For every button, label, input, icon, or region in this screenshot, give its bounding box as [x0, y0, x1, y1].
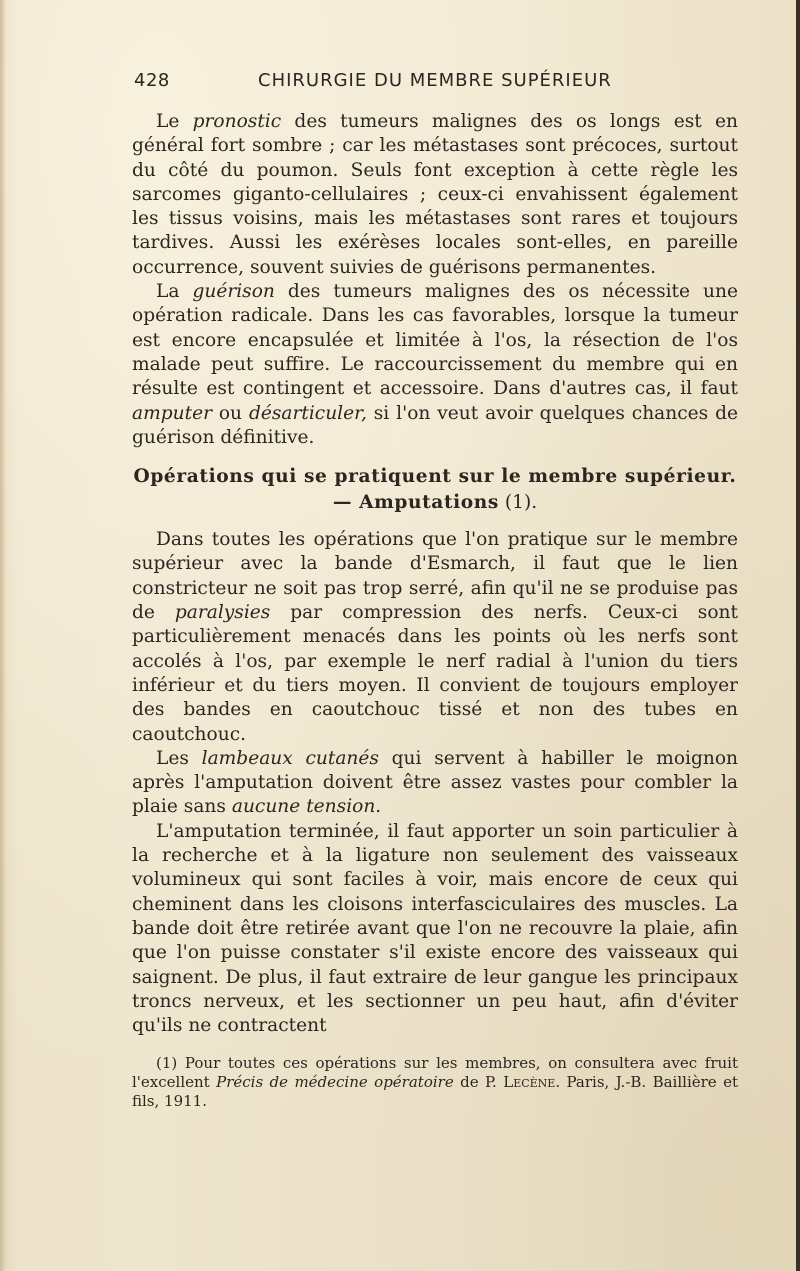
- emphasis-term: guérison: [192, 281, 275, 303]
- paragraph-lambeaux: [132, 747, 738, 820]
- emphasis-term: aucune tension.: [231, 796, 382, 818]
- footnote-text: (1) Pour toutes ces opérations sur les membres, on consultera avec fruit l'excellent: [132, 1054, 738, 1092]
- emphasis-term: paralysies: [174, 602, 271, 624]
- section-heading-text: Opérations qui se pratiquent sur le membre supérieur. — Amputations: [133, 466, 737, 514]
- page-number: 428: [134, 70, 170, 91]
- paragraph-text: ou: [211, 402, 249, 424]
- footnote-text: . Paris, J.-B. Baillière et fils, 1911.: [132, 1073, 738, 1111]
- running-head: [132, 62, 738, 98]
- paragraph-esmarch: [132, 528, 738, 747]
- emphasis-term: lambeaux cutanés: [201, 747, 379, 769]
- paragraph-text: Dans toutes les opérations que l'on pratique sur le membre supérieur avec la bande d'Esmarch, il faut que le lien constricteur ne soit pas trop serré, afin qu'il ne se produise pas de: [132, 529, 738, 624]
- paragraph-text: des tumeurs malignes des os nécessite une opération radicale. Dans les cas favorables, lorsque la tumeur est encore encapsulée et limitée à l'os, la résection de l'os malade peut suffire. Le raccourcissement du membre qui en résulte est contingent et accessoire. Dans d'autres cas, il faut: [132, 281, 738, 400]
- paragraph-text: qui servent à habiller le moignon après l'amputation doivent être assez vastes pour combler la plaie sans: [132, 747, 739, 818]
- paragraph-text: par compression des nerfs. Ceux-ci sont particulièrement menacés dans les points où les nerfs sont accolés à l'os, par exemple le nerf radial à l'union du tiers inférieur et du tiers moyen. Il convient de toujours employer des bandes en caoutchouc tissé et non des tubes en caoutchouc.: [132, 602, 738, 745]
- footnote: [132, 1054, 738, 1111]
- footnote-text: de P.: [453, 1073, 504, 1092]
- footnote-reference: (1).: [499, 492, 538, 514]
- footnote-author: Lecène: [503, 1073, 556, 1092]
- paragraph-pronostic: [132, 110, 738, 280]
- paragraph-text: des tumeurs malignes des os longs est en général fort sombre ; car les métastases sont précoces, surtout du côté du poumon. Seuls font exception à cette règle les sarcomes giganto-cellulaires ; ceux-ci envahissent également les tissus voisins, mais les métastases sont rares et toujours tardives. Aussi les exérèses locales sont-elles, en pareille occurrence, souvent suivies de guérisons permanentes.: [132, 111, 738, 278]
- running-title: CHIRURGIE DU MEMBRE SUPÉRIEUR: [258, 70, 612, 91]
- emphasis-term: désarticuler,: [248, 402, 367, 424]
- paragraph-guerison: [132, 280, 738, 450]
- paragraph-amputation: [132, 820, 738, 1039]
- text-block: [132, 62, 738, 1126]
- paragraph-text: Le: [156, 111, 193, 132]
- paragraph-text: La: [156, 281, 193, 303]
- paragraph-text: L'amputation terminée, il faut apporter un soin particulier à la recherche et à la ligature non seulement des vaisseaux volumineux qui sont faciles à voir, mais encore de ceux qui cheminent dans les cloisons interfasciculaires des muscles. La bande doit être retirée avant que l'on ne recouvre la plaie, afin que l'on puisse constater s'il existe encore des vaisseaux qui saignent. De plus, il faut extraire de leur gangue les principaux troncs nerveux, et les sectionner un peu haut, afin d'éviter qu'ils ne contractent: [132, 820, 738, 1037]
- paragraph-text: Les: [156, 747, 202, 769]
- section-heading: [132, 464, 738, 516]
- footnote-book-title: Précis de médecine opératoire: [216, 1073, 454, 1092]
- paragraph-text: si l'on veut avoir quelques chances de guérison définitive.: [132, 402, 738, 448]
- emphasis-term: pronostic: [192, 111, 282, 132]
- emphasis-term: amputer: [132, 402, 212, 424]
- page-body: [132, 110, 738, 1111]
